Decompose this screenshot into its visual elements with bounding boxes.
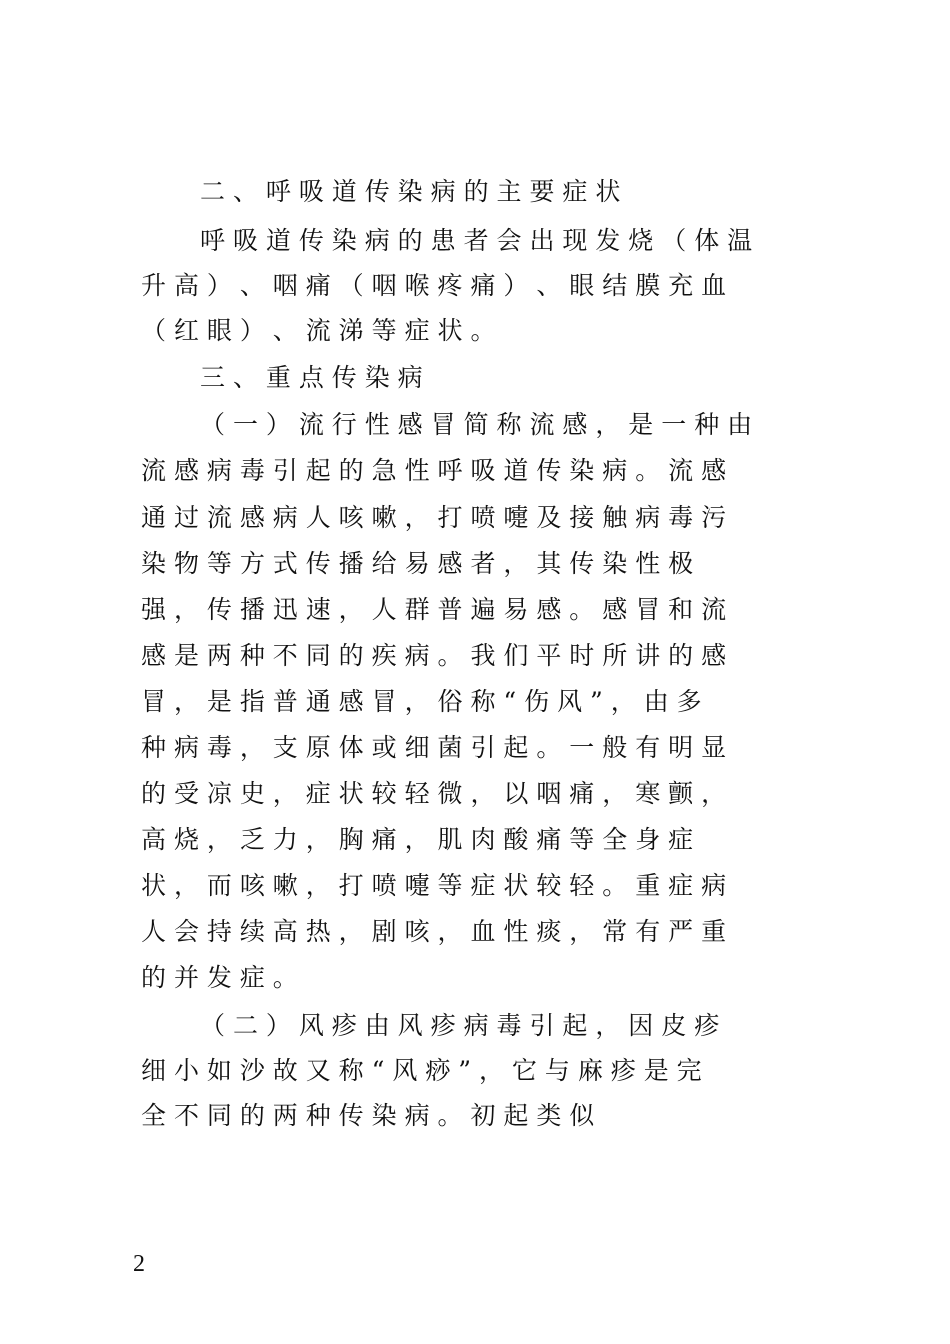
paragraph-line: 强 ， 传 播 迅 速 ， 人 群 普 遍 易 感 。 感 冒 和 流 — [141, 595, 727, 624]
section-heading-symptoms: 二 、 呼 吸 道 传 染 病 的 主 要 症 状 — [200, 177, 621, 206]
paragraph-line: 种 病 毒 ， 支 原 体 或 细 菌 引 起 。 一 般 有 明 显 — [141, 733, 727, 762]
paragraph-line: 的 并 发 症 。 — [141, 963, 298, 992]
paragraph-line: 染 物 等 方 式 传 播 给 易 感 者 ， 其 传 染 性 极 — [141, 549, 694, 578]
paragraph-line: 高 烧 ， 乏 力 ， 胸 痛 ， 肌 肉 酸 痛 等 全 身 症 — [141, 825, 694, 854]
paragraph-line: 细 小 如 沙 故 又 称 “ 风 痧 ” ， 它 与 麻 疹 是 完 — [141, 1056, 702, 1085]
paragraph-line: （ 二 ） 风 疹 由 风 疹 病 毒 引 起 ， 因 皮 疹 — [200, 1011, 720, 1040]
paragraph-line: 感 是 两 种 不 同 的 疾 病 。 我 们 平 时 所 讲 的 感 — [141, 641, 727, 670]
paragraph-line: 冒 ， 是 指 普 通 感 冒 ， 俗 称 “ 伤 风 ” ， 由 多 — [141, 687, 702, 716]
paragraph-line: （ 红 眼 ） 、 流 涕 等 症 状 。 — [141, 316, 496, 345]
paragraph-line: 状 ， 而 咳 嗽 ， 打 喷 嚏 等 症 状 较 轻 。 重 症 病 — [141, 871, 727, 900]
paragraph-line: 的 受 凉 史 ， 症 状 较 轻 微 ， 以 咽 痛 ， 寒 颤 ， — [141, 779, 727, 808]
paragraph-line: 流 感 病 毒 引 起 的 急 性 呼 吸 道 传 染 病 。 流 感 — [141, 456, 727, 485]
paragraph-line: 全 不 同 的 两 种 传 染 病 。 初 起 类 似 — [141, 1101, 595, 1130]
paragraph-line: 升 高 ） 、 咽 痛 （ 咽 喉 疼 痛 ） 、 眼 结 膜 充 血 — [141, 271, 727, 300]
paragraph-line: 呼 吸 道 传 染 病 的 患 者 会 出 现 发 烧 （ 体 温 — [200, 226, 753, 255]
page-number: 2 — [133, 1251, 145, 1277]
paragraph-line: 人 会 持 续 高 热 ， 剧 咳 ， 血 性 痰 ， 常 有 严 重 — [141, 917, 727, 946]
paragraph-line: 通 过 流 感 病 人 咳 嗽 ， 打 喷 嚏 及 接 触 病 毒 污 — [141, 503, 727, 532]
section-heading-key-diseases: 三 、 重 点 传 染 病 — [200, 363, 423, 392]
paragraph-line: （ 一 ） 流 行 性 感 冒 简 称 流 感 ， 是 一 种 由 — [200, 410, 753, 439]
